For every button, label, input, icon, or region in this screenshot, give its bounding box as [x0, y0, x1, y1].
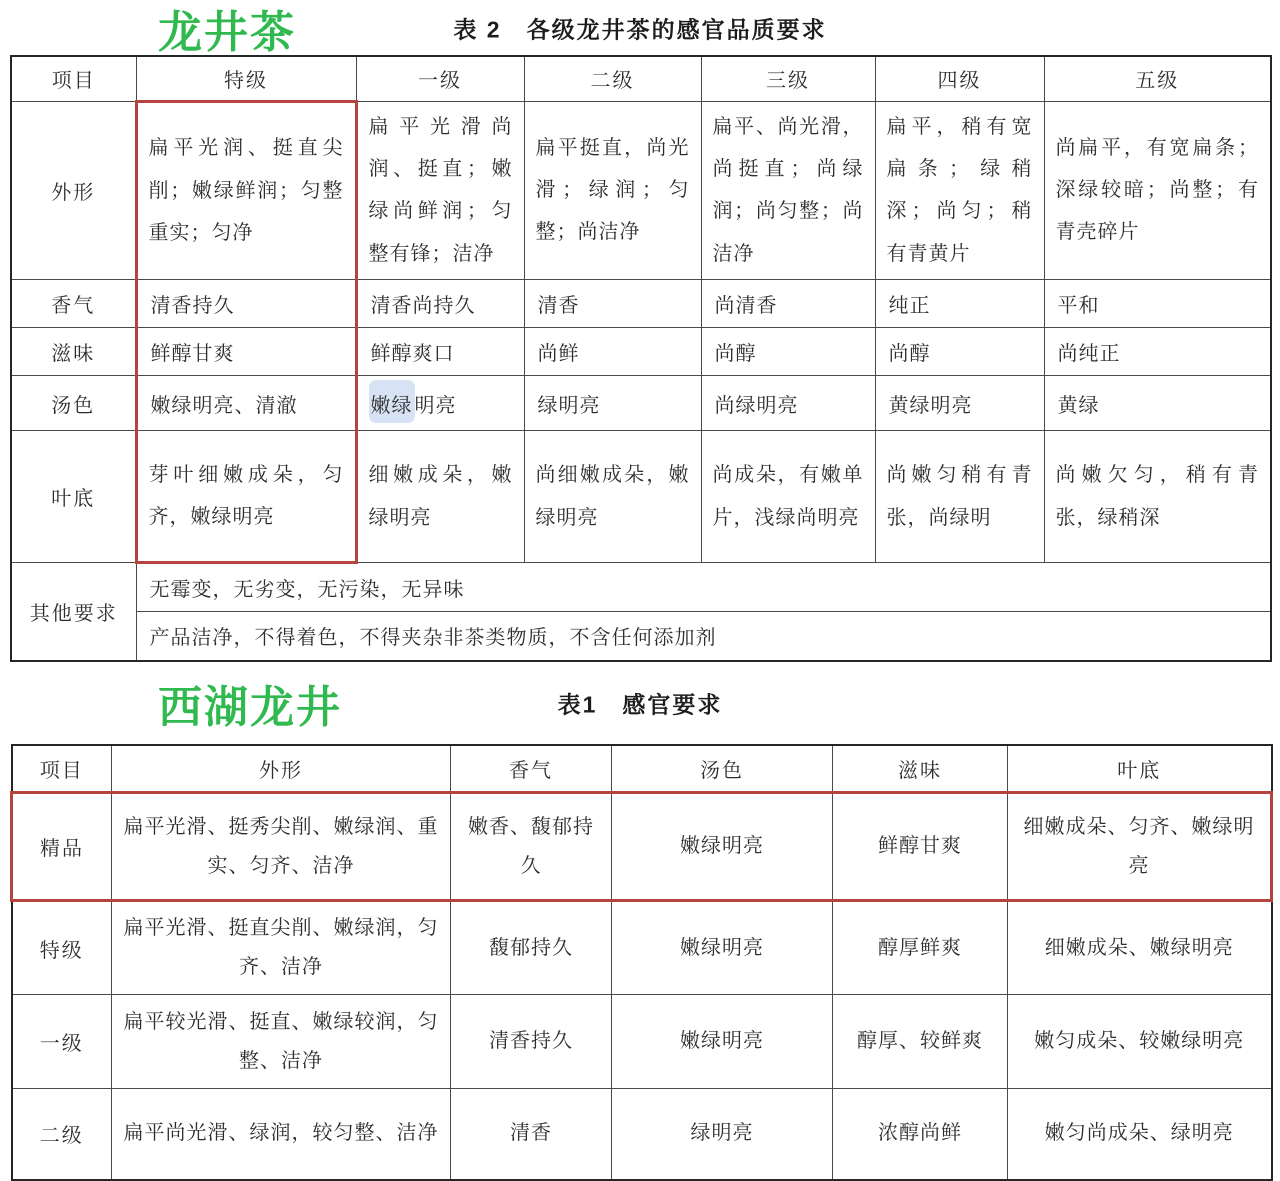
t2-cell: 尚成朵，有嫩单片，浅绿尚明亮 — [701, 431, 875, 563]
t1-cell: 绿明亮 — [612, 1089, 833, 1180]
t2-row-label: 汤色 — [11, 376, 136, 431]
t2-cell: 清香尚持久 — [356, 280, 524, 328]
t1-cell: 鲜醇甘爽 — [833, 793, 1008, 901]
t2-row-外形 — [11, 101, 1271, 280]
table2-header-row — [11, 56, 1271, 101]
t2-cell: 尚清香 — [701, 280, 875, 328]
t2-row-other-2 — [11, 612, 1271, 661]
t1-row-label: 特级 — [12, 901, 112, 995]
t1-cell: 扁平光滑、挺秀尖削、嫩绿润、重实、匀齐、洁净 — [112, 793, 451, 901]
t1-cell: 扁平光滑、挺直尖削、嫩绿润，匀齐、洁净 — [112, 901, 451, 995]
table2-header-row — [11, 56, 1271, 101]
t2-row-label: 叶底 — [11, 431, 136, 563]
t1-cell: 浓醇尚鲜 — [833, 1089, 1008, 1180]
t2-cell: 扁平，稍有宽扁条；绿稍深；尚匀；稍有青黄片 — [875, 101, 1044, 280]
t2-header-grade-1: 特级 — [136, 56, 356, 101]
annotation-label-xihu-longjing: 西湖龙井 — [158, 682, 342, 732]
t2-cell: 黄绿 — [1044, 376, 1271, 431]
t2-cell: 纯正 — [875, 280, 1044, 328]
t2-cell: 黄绿明亮 — [875, 376, 1044, 431]
t1-row-二级 — [12, 1089, 1272, 1180]
t2-cell: 鲜醇甘爽 — [136, 328, 356, 376]
table1-sensory-requirements — [10, 744, 1273, 1181]
t2-header-grade-5: 四级 — [875, 56, 1044, 101]
t1-header-3: 汤色 — [612, 745, 833, 793]
table1-heading — [10, 662, 1270, 744]
t1-cell: 清香 — [451, 1089, 612, 1180]
t2-row-叶底 — [11, 431, 1271, 563]
t2-cell: 清香持久 — [136, 280, 356, 328]
t1-cell: 嫩绿明亮 — [612, 793, 833, 901]
t2-row-label-other: 其他要求 — [11, 563, 136, 661]
t2-cell: 芽叶细嫩成朵，匀齐，嫩绿明亮 — [136, 431, 356, 563]
t2-cell: 清香 — [524, 280, 701, 328]
t1-header-0: 项目 — [12, 745, 112, 793]
t1-cell: 醇厚鲜爽 — [833, 901, 1008, 995]
t2-cell: 扁平挺直，尚光滑；绿润；匀整；尚洁净 — [524, 101, 701, 280]
t1-row-label: 精品 — [12, 793, 112, 901]
t1-row-label: 一级 — [12, 995, 112, 1089]
t2-cell: 尚扁平，有宽扁条；深绿较暗；尚整；有青壳碎片 — [1044, 101, 1271, 280]
t2-cell: 尚醇 — [701, 328, 875, 376]
page — [10, 0, 1270, 1181]
t2-cell: 尚纯正 — [1044, 328, 1271, 376]
t2-cell: 嫩绿 明亮 — [356, 376, 524, 431]
t2-other-line: 产品洁净，不得着色，不得夹杂非茶类物质，不含任何添加剂 — [136, 612, 1271, 661]
t1-cell: 扁平较光滑、挺直、嫩绿较润，匀整、洁净 — [112, 995, 451, 1089]
t1-cell: 清香持久 — [451, 995, 612, 1089]
t2-cell: 尚嫩欠匀，稍有青张，绿稍深 — [1044, 431, 1271, 563]
t1-cell: 馥郁持久 — [451, 901, 612, 995]
t2-other-line: 无霉变，无劣变，无污染，无异味 — [136, 563, 1271, 612]
t1-header-1: 外形 — [112, 745, 451, 793]
table2-grade-requirements — [10, 55, 1272, 662]
t2-cell: 扁平光滑尚润、挺直；嫩绿尚鲜润；匀整有锋；洁净 — [356, 101, 524, 280]
table1-header-row — [12, 745, 1272, 793]
t1-cell: 嫩绿明亮 — [612, 901, 833, 995]
t1-row-一级 — [12, 995, 1272, 1089]
t2-row-汤色 — [11, 376, 1271, 431]
t2-row-other-1 — [11, 563, 1271, 612]
t1-cell: 醇厚、较鲜爽 — [833, 995, 1008, 1089]
t2-cell: 扁平光润、挺直尖削；嫩绿鲜润；匀整重实；匀净 — [136, 101, 356, 280]
t2-row-滋味 — [11, 328, 1271, 376]
t2-header-grade-4: 三级 — [701, 56, 875, 101]
t2-row-label: 外形 — [11, 101, 136, 280]
table1-title: 表1 感官要求 — [557, 691, 723, 718]
t1-cell: 嫩绿明亮 — [612, 995, 833, 1089]
t1-row-label: 二级 — [12, 1089, 112, 1180]
t1-header-5: 叶底 — [1008, 745, 1272, 793]
t2-header-item: 项目 — [11, 56, 136, 101]
t1-row-精品 — [12, 793, 1272, 901]
t1-cell: 嫩香、馥郁持久 — [451, 793, 612, 901]
t1-cell: 细嫩成朵、嫩绿明亮 — [1008, 901, 1272, 995]
t2-cell: 尚细嫩成朵，嫩绿明亮 — [524, 431, 701, 563]
t2-cell: 扁平、尚光滑，尚挺直；尚绿润；尚匀整；尚洁净 — [701, 101, 875, 280]
t2-cell: 嫩绿明亮、清澈 — [136, 376, 356, 431]
t1-cell: 细嫩成朵、匀齐、嫩绿明亮 — [1008, 793, 1272, 901]
table2-heading — [10, 0, 1270, 55]
t1-row-特级 — [12, 901, 1272, 995]
t2-cell: 尚绿明亮 — [701, 376, 875, 431]
t1-header-2: 香气 — [451, 745, 612, 793]
t1-cell: 嫩匀成朵、较嫩绿明亮 — [1008, 995, 1272, 1089]
selection-highlight: 嫩绿 — [369, 380, 415, 423]
t2-header-grade-6: 五级 — [1044, 56, 1271, 101]
t2-cell: 平和 — [1044, 280, 1271, 328]
t2-header-grade-2: 一级 — [356, 56, 524, 101]
t2-header-grade-3: 二级 — [524, 56, 701, 101]
t2-cell: 尚鲜 — [524, 328, 701, 376]
t1-cell: 嫩匀尚成朵、绿明亮 — [1008, 1089, 1272, 1180]
t2-cell: 尚嫩匀稍有青张，尚绿明 — [875, 431, 1044, 563]
table1-body — [12, 793, 1272, 1180]
table2-body — [11, 101, 1271, 661]
t2-cell: 尚醇 — [875, 328, 1044, 376]
t1-cell: 扁平尚光滑、绿润，较匀整、洁净 — [112, 1089, 451, 1180]
table1-header-row — [12, 745, 1272, 793]
t2-cell: 鲜醇爽口 — [356, 328, 524, 376]
t2-cell: 细嫩成朵，嫩绿明亮 — [356, 431, 524, 563]
t1-header-4: 滋味 — [833, 745, 1008, 793]
t2-cell: 绿明亮 — [524, 376, 701, 431]
t2-row-label: 香气 — [11, 280, 136, 328]
annotation-label-longjing: 龙井茶 — [158, 7, 296, 57]
table2-title: 表 2 各级龙井茶的感官品质要求 — [453, 16, 827, 42]
t2-row-label: 滋味 — [11, 328, 136, 376]
t2-row-香气 — [11, 280, 1271, 328]
